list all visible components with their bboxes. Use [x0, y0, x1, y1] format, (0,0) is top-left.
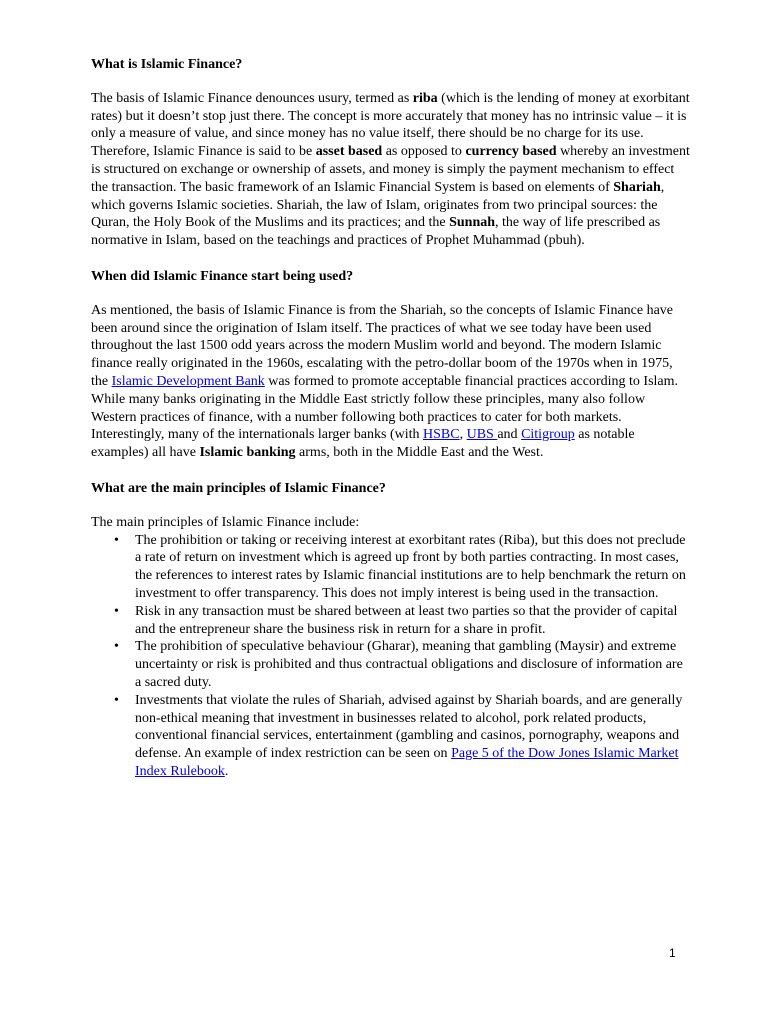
text-span: was formed to promote acceptable financial practices according to Islam. While many banks originating in the Middle East strictly follow these principles, many also follow Western practices of finance, with a number following both practices to cater for both markets. Interestingly, many of the internationals larger banks (with: [91, 373, 679, 443]
document-page: [91, 56, 691, 781]
bullet-icon: •: [114, 532, 119, 548]
bullet-icon: •: [114, 692, 119, 708]
page-number: 1: [669, 946, 676, 960]
list-item: [91, 603, 691, 639]
list-item: [91, 532, 691, 603]
paragraph-when-did: [91, 302, 691, 462]
text-span: , which governs Islamic societies. Shariah, the law of Islam, originates from two principal sources: the Quran, the Holy Book of the Muslims and its practices; and the: [91, 179, 665, 231]
text-span: (which is the lending of money at exorbitant rates) but it doesn’t stop just there. The concept is more accurately that money has no intrinsic value – it is only a measure of value, and since money has no value itself, there should be no charge for its use. Therefore, Islamic Finance is said to be: [91, 90, 690, 160]
bullet-icon: •: [114, 603, 119, 619]
principles-intro: The main principles of Islamic Finance include:: [91, 514, 360, 530]
text-span: as opposed to: [382, 144, 466, 160]
heading-main-principles: What are the main principles of Islamic Finance?: [91, 480, 386, 496]
list-item: [91, 638, 691, 691]
text-span: The basis of Islamic Finance denounces usury, termed as: [91, 90, 413, 106]
text-span: arms, both in the Middle East and the West.: [295, 445, 544, 461]
bold-term-sunnah: Sunnah: [449, 215, 496, 231]
text-span: ,: [459, 427, 467, 443]
text-span: and: [497, 427, 522, 443]
list-item: [91, 692, 691, 781]
principles-list: [91, 532, 691, 781]
heading-what-is: What is Islamic Finance?: [91, 57, 243, 72]
bold-term-shariah: Shariah: [613, 179, 661, 195]
link-ubs[interactable]: UBS: [466, 427, 498, 443]
link-islamic-development-bank[interactable]: Islamic Development Bank: [111, 373, 265, 389]
list-item-text: The prohibition of speculative behaviour (Gharar), meaning that gambling (Maysir) and extreme uncertainty or risk is prohibited and thus contractual obligations and disclosure of information are a sacred duty.: [135, 639, 683, 690]
text-span: As mentioned, the basis of Islamic Finance is from the Shariah, so the concepts of Islamic Finance have been around since the origination of Islam itself. The practices of what we see today have been used throughout the last 1500 odd years across the modern Muslim world and beyond. The modern Islamic finance really originated in the 1960s, escalating with the petro-dollar boom of the 1970s when in 1975, the: [91, 302, 674, 389]
bold-term-islamic-banking: Islamic banking: [199, 445, 296, 461]
link-hsbc[interactable]: HSBC: [423, 427, 460, 443]
list-item-text: Risk in any transaction must be shared between at least two parties so that the provider of capital and the entrepreneur share the business risk in return for a share in profit.: [135, 603, 678, 637]
bold-term-asset-based: asset based: [315, 144, 383, 160]
list-item-text: .: [224, 763, 229, 779]
text-span: , the way of life prescribed as normative in Islam, based on the teachings and practices of Prophet Muhammad (pbuh).: [91, 215, 661, 249]
list-item-text: The prohibition or taking or receiving interest at exorbitant rates (Riba), but this does not preclude a rate of return on investment which is agreed up front by both parties contracting. In most cases, the references to interest rates by Islamic financial institutions are to help benchmark the return on investment to offer transparency. This does not imply interest is being used in the transaction.: [135, 532, 686, 601]
bold-term-currency-based: currency based: [465, 144, 557, 160]
text-span: whereby an investment is structured on exchange or ownership of assets, and money is simply the payment mechanism to effect the transaction. The basic framework of an Islamic Financial System is based on elements of: [91, 144, 690, 195]
bullet-icon: •: [114, 639, 119, 655]
heading-when-did: When did Islamic Finance start being used?: [91, 268, 354, 284]
paragraph-what-is: [91, 90, 691, 250]
link-citigroup[interactable]: Citigroup: [521, 427, 575, 443]
text-span: as notable examples) all have: [91, 427, 635, 461]
link-dow-jones-rulebook[interactable]: Page 5 of the Dow Jones Islamic Market Index Rulebook: [135, 746, 679, 779]
list-item-text: Investments that violate the rules of Shariah, advised against by Shariah boards, and are generally non-ethical meaning that investment in businesses related to alcohol, pork related products, conventional financial services, entertainment (gambling and casinos, pornography, weapons and defense. An example of index restriction can be seen on: [135, 692, 683, 762]
bold-term-riba: riba: [412, 90, 438, 106]
